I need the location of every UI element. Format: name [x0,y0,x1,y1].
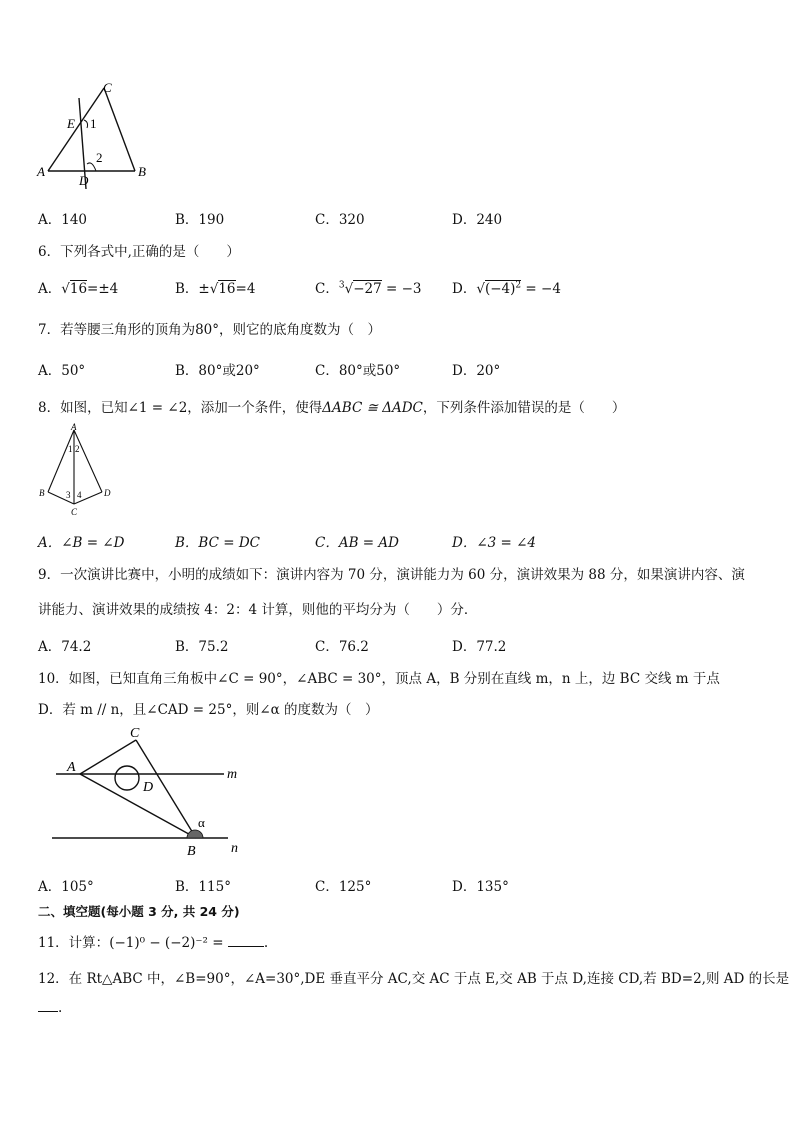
fig5-label-E: E [67,116,75,131]
fig10-label-alpha: α [198,815,205,830]
q10-option-b[interactable]: B．115° [175,879,231,895]
section-2-heading: 二、填空题(每小题 3 分, 共 24 分) [38,904,240,919]
q9-option-a[interactable]: A．74.2 [38,639,92,655]
figure-q10 [48,724,258,860]
q6-option-b[interactable] [175,277,255,297]
figure-q5 [34,76,164,194]
fig5-label-2: 2 [96,150,103,165]
q9-line1: 9．一次演讲比赛中，小明的成绩如下：演讲内容为 70 分，演讲能力为 60 分，演讲效果为 88 分，如果演讲内容、演 [38,567,745,583]
fig10-label-A: A [67,760,76,775]
q12-line2 [38,999,62,1016]
fig5-label-C: C [103,80,112,95]
q12-line1: 12．在 Rt△ABC 中，∠B=90°，∠A=30°,DE 垂直平分 AC,交 AC 于点 E,交 AB 于点 D,连接 CD,若 BD=2,则 AD 的长是 [38,971,790,987]
q6-b-radicand: 16 [218,281,236,297]
triangle-set-square [80,740,196,838]
q5-option-a[interactable]: A．140 [38,212,88,228]
q11-end: . [263,935,269,951]
q6-a-rest: =±4 [87,281,119,297]
q8-stem-c: ，下列条件添加错误的是（ ） [422,400,626,416]
sqrt-icon: √ [209,281,219,297]
fig10-label-D: D [143,780,154,795]
q10-option-c[interactable]: C．125° [315,879,372,895]
angle-alpha-arc [187,830,203,838]
q10-option-a[interactable]: A．105° [38,879,94,895]
q6-d-exponent: 2 [515,280,522,291]
q11 [38,931,268,951]
fig5-label-A: A [37,164,45,179]
fig8-label-2: 2 [75,444,80,454]
q12-answer-blank[interactable] [38,999,58,1012]
sqrt-icon: √ [61,281,70,297]
q6-option-d[interactable] [452,277,561,297]
q8-stem [38,396,625,416]
fig10-label-B: B [187,844,196,859]
q6-d-rest: = −4 [521,281,561,297]
q6-a-radicand: 16 [69,281,88,297]
fig8-label-B: B [39,488,45,498]
q12-end: . [58,1000,63,1016]
figure-q8 [36,422,120,518]
q11-expression: (−1)⁰ − (−2)⁻² = [109,935,224,951]
q9-options [38,635,758,653]
q8-option-a[interactable]: A．∠B = ∠D [38,535,125,551]
q7-option-d[interactable]: D．20° [452,363,501,379]
q6-options [38,277,758,295]
q6-d-radicand: (−4) [484,281,516,297]
q8-stem-b: ΔABC ≅ ΔADC [322,400,423,416]
q8-option-b[interactable]: B．BC = DC [175,535,260,551]
sqrt-icon: √ [476,281,485,297]
fig8-label-A: A [71,422,77,432]
q9-line2: 讲能力、演讲效果的成绩按 4：2：4 计算，则他的平均分为（ ）分． [38,602,478,618]
q7-option-c[interactable]: C．80°或50° [315,363,401,379]
angle-arc-1 [84,120,88,128]
q6-option-a[interactable] [38,277,118,297]
q10-option-d[interactable]: D．135° [452,879,509,895]
q6-a-prefix: A． [38,281,62,297]
angle-arc-2 [87,163,96,171]
q6-b-rest: =4 [235,281,256,297]
q6-stem: 6．下列各式中,正确的是（ ） [38,244,240,260]
kite-ABCD [48,430,102,504]
fig8-label-1: 1 [68,444,73,454]
q7-option-b[interactable]: B．80°或20° [175,363,260,379]
q6-d-prefix: D． [452,281,477,297]
q5-option-c[interactable]: C．320 [315,212,365,228]
q6-c-rest: = −3 [381,281,422,297]
q10-line1: 10．如图，已知直角三角板中∠C = 90°，∠ABC = 30°，顶点 A，B 分别在直线 m，n 上，边 BC 交线 m 于点 [38,671,720,687]
fig5-label-1: 1 [90,116,97,131]
fig10-label-C: C [130,726,140,741]
q6-c-radicand: −27 [353,281,382,297]
q6-c-index: 3 [338,280,345,291]
q8-option-c[interactable]: C．AB = AD [315,535,399,551]
q5-option-d[interactable]: D．240 [452,212,503,228]
q5-options [38,208,758,226]
fig10-label-n: n [231,841,238,856]
q11-answer-blank[interactable] [228,934,264,947]
fig8-label-D: D [104,488,111,498]
q10-line2: D．若 m // n，且∠CAD = 25°，则∠α 的度数为（ ） [38,702,379,718]
fig5-label-B: B [138,164,146,179]
fig8-label-C: C [71,507,78,517]
fig8-label-3: 3 [66,490,71,500]
q5-option-b[interactable]: B．190 [175,212,225,228]
q6-b-prefix: B．± [175,281,210,297]
q6-d-radicand-wrap [485,280,521,297]
sqrt-icon: √ [344,281,354,297]
q9-option-d[interactable]: D．77.2 [452,639,507,655]
q7-option-a[interactable]: A．50° [38,363,86,379]
q8-options [38,531,758,549]
q6-c-prefix: C． [315,281,339,297]
q9-option-b[interactable]: B．75.2 [175,639,229,655]
q9-option-c[interactable]: C．76.2 [315,639,369,655]
q8-option-d[interactable]: D．∠3 = ∠4 [452,535,537,551]
q7-options [38,359,758,377]
fig10-label-m: m [227,767,238,782]
fig5-label-D: D [79,173,89,188]
set-square-hole [115,766,139,790]
q8-stem-a: 8．如图，已知∠1 = ∠2，添加一个条件，使得 [38,400,323,416]
q6-option-c[interactable] [315,277,421,297]
q10-options [38,875,758,893]
q7-stem: 7．若等腰三角形的顶角为80°，则它的底角度数为（ ） [38,322,382,338]
q11-prefix: 11．计算： [38,935,110,951]
fig8-label-4: 4 [77,490,82,500]
